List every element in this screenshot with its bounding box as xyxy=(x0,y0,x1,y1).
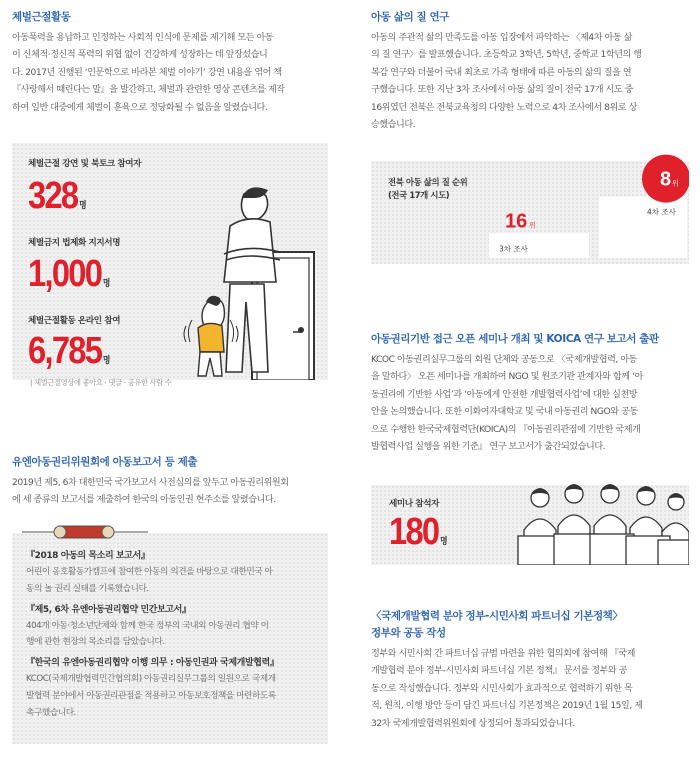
un-line: 에 세 종류의 보고서를 제출하여 한국의 아동인권 현주소를 알렸습니다. xyxy=(12,495,276,506)
rank-value-label: 8 xyxy=(660,168,672,191)
stat-value-signature: 1,000 명 xyxy=(28,253,111,295)
stat-label-signature: 체벌금지 법제화 지지서명 xyxy=(28,238,121,248)
corporal-line: 이 신체적·정신적 폭력의 위협 없이 건강하게 성장하는 데 앞장섰습니 xyxy=(12,50,268,61)
seminar-line: 으로 수행한 한국국제협력단(KOICA)의 『아동권리관점에 기반한 국제개 xyxy=(371,424,641,435)
seminar-line: 동권리에 기반한 사업’과 ‘아동에게 안전한 개발협력사업’에 대한 실천방 xyxy=(371,389,638,400)
quality-line: 의 질 연구〉를 발표했습니다. 초등학교 3학년, 5학년, 중학교 1학년의 행 xyxy=(371,50,642,61)
report-title: 『2018 아동의 목소리 보고서』 xyxy=(26,551,150,561)
rank-step-category: 3차 조사 xyxy=(499,244,528,254)
quality-paragraph xyxy=(371,30,689,134)
rank-chart xyxy=(371,140,689,264)
report-desc: 어린이 옹호활동가캠프에 참여한 아동의 의견을 바탕으로 대한민국 아 xyxy=(26,567,273,577)
quality-line: 구했습니다. 또한 지난 3차 조사에서 아동 삶의 질이 전국 17개 시도 중 xyxy=(371,85,633,96)
quality-section xyxy=(371,10,689,134)
quality-line: 16위였던 전북은 전북교육청의 다양한 노력으로 4차 조사에서 8위로 상 xyxy=(371,102,637,113)
report-title: 『제5, 6차 유엔아동권리협약 민간보고서』 xyxy=(26,604,191,615)
rank-unit-label: 위 xyxy=(529,221,536,230)
rank-step-category: 4차 조사 xyxy=(647,207,676,217)
report-desc: 행에 관한 현장의 목소리를 담았습니다. xyxy=(26,637,165,648)
stat-value-lecture: 328 명 xyxy=(28,175,87,217)
quality-line: 아동의 주관적 삶의 만족도를 아동 입장에서 파악하는 〈제4차 아동 삶 xyxy=(371,33,632,43)
seminar-paragraph xyxy=(371,352,689,456)
partnership-line: 동으로 작성했습니다. 정부와 시민사회가 효과적으로 협력하기 위한 목 xyxy=(371,683,633,694)
partnership-paragraph xyxy=(371,646,689,733)
seminar-line: 발협력사업 실행을 위한 기준』 연구 보고서가 출간되었습니다. xyxy=(371,442,606,453)
seminar-line: KCOC 아동권리실무그룹의 회원 단체와 공동으로 〈국제개발협력, 아동 xyxy=(371,355,637,365)
partnership-section xyxy=(371,609,689,733)
rank-unit-label: 위 xyxy=(672,179,679,188)
report-title: 『한국의 유엔아동권리협약 이행 의무 : 아동인권과 국제개발협력』 xyxy=(26,658,279,669)
rank-value-label: 16 xyxy=(505,210,528,233)
rank-chart-title-line: 전북 아동 삶의 질 순위 xyxy=(388,177,468,187)
reports-list xyxy=(26,549,322,722)
corporal-line: 다. 2017년 진행된 ‘인문학으로 바라본 체벌 이야기’ 강연 내용을 엮어 책 xyxy=(12,67,282,78)
quality-line: 승했습니다. xyxy=(371,120,416,131)
stat-value-online: 6,785 명 xyxy=(28,330,111,372)
audience-illustration xyxy=(512,470,689,565)
un-section xyxy=(12,455,328,510)
rank-chart-subtitle: (전국 17개 시도) xyxy=(388,190,450,200)
quality-line: 복감 연구와 더불어 국내 최초로 가족 형태에 따른 아동의 삶의 질을 연 xyxy=(371,67,632,78)
corporal-line: 아동폭력을 용납하고 인정하는 사회적 인식에 문제를 제기해 모든 아동 xyxy=(12,33,274,43)
seminar-heading: 아동권리기반 접근 오픈 세미나 개최 및 KOICA 연구 보고서 출판 xyxy=(371,333,659,345)
stat-label-lecture: 체벌근절 강연 및 북토크 참여자 xyxy=(28,159,142,169)
quality-heading: 아동 삶의 질 연구 xyxy=(371,11,449,23)
seminar-stat-label: 세미나 참석자 xyxy=(389,499,440,509)
partnership-line: 32차 국제개발협력위원회에 상정되어 통과되었습니다. xyxy=(371,718,575,729)
seminar-section xyxy=(371,332,689,456)
scroll-icon xyxy=(20,520,150,544)
report-item xyxy=(26,549,322,598)
report-desc: 촉구했습니다. xyxy=(26,707,76,718)
scolding-illustration xyxy=(160,180,328,380)
rank-step-bar xyxy=(599,197,687,258)
un-line: 2019년 제5, 6차 대한민국 국가보고서 사전심의를 앞두고 아동권리위원회 xyxy=(12,478,289,488)
seminar-line: 안을 논의했습니다. 또한 이화여자대학교 및 국내 아동권리 NGO와 공동 xyxy=(371,407,638,418)
partnership-line: 적, 원칙, 이행 방안 등이 담긴 파트너십 기본정책은 2019년 1월 15일, 제 xyxy=(371,701,643,712)
seminar-line: 을 말하다〉 오픈 세미나를 개최하여 NGO 및 원조기관 관계자와 함께 ‘아 xyxy=(371,372,643,383)
corporal-line: 하여 일반 대중에게 체벌이 훈육으로 정당화될 수 없음을 알렸습니다. xyxy=(12,102,268,113)
un-heading: 유엔아동권리위원회에 아동보고서 등 제출 xyxy=(12,456,198,468)
stat-note: | 체벌근절영상에 좋아요 · 댓글 · 공유한 사람 수 xyxy=(30,378,172,387)
partnership-line: 정부와 시민사회 간 파트너십 규범 마련을 위한 협의회에 참여해 『국제 xyxy=(371,649,635,659)
seminar-stat-value: 180 명 xyxy=(389,511,448,553)
partnership-subheading: 정부와 공동 작성 xyxy=(371,627,446,639)
corporal-paragraph xyxy=(12,30,328,117)
report-desc: 발협력 분야에서 아동권리관점을 적용하고 아동보호정책을 마련하도록 xyxy=(26,690,276,701)
corporal-section xyxy=(12,10,328,117)
partnership-line: 개발협력 분야 정부-시민사회 파트너십 기본 정책』 문서를 정부와 공 xyxy=(371,666,628,677)
report-desc: KCOC(국제개발협력민간협의회) 아동권리실무그룹의 일원으로 국제개 xyxy=(26,674,276,685)
un-paragraph xyxy=(12,475,328,510)
stat-label-online: 체벌근절활동 온라인 참여 xyxy=(28,316,121,326)
corporal-heading: 체벌근절활동 xyxy=(12,11,71,23)
partnership-heading: 〈국제개발협력 분야 정부-시민사회 파트너십 기본정책〉 xyxy=(371,610,623,622)
report-item xyxy=(26,656,322,721)
report-desc: 동의 놀 권리 실태를 기록했습니다. xyxy=(26,583,149,594)
report-item xyxy=(26,603,322,652)
corporal-line: 『사랑해서 때린다는 말』을 발간하고, 체벌과 관련한 영상 콘텐츠를 제작 xyxy=(12,85,285,96)
report-desc: 404개 아동·청소년단체와 함께 한국 정부의 국내외 아동권리 협약 이 xyxy=(26,620,269,631)
